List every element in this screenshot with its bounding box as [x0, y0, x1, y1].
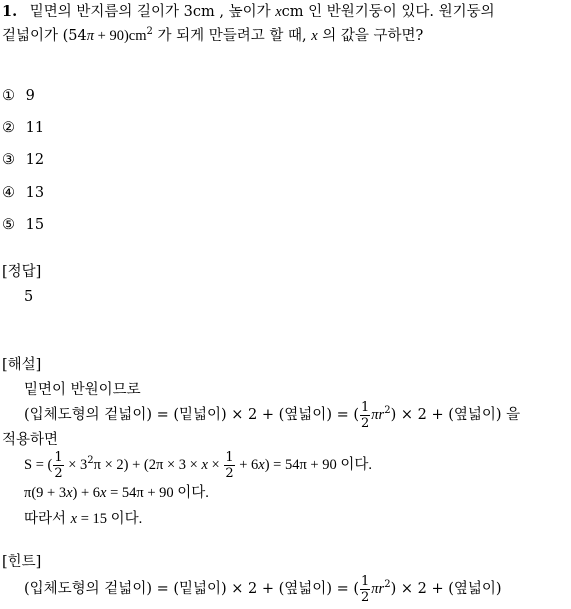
fraction-denominator: 2: [225, 465, 234, 481]
question-text: 가 되게 만들려고 할 때,: [152, 28, 312, 44]
fraction-numerator: 1: [225, 449, 234, 465]
choice-value: 9: [25, 88, 35, 104]
formula-text: + 6: [235, 457, 259, 473]
formula-text: πr: [371, 581, 385, 597]
conclusion: [24, 509, 142, 529]
var-x: x: [275, 4, 282, 20]
choice-mark: ④: [2, 185, 15, 201]
answer-label: [정답]: [2, 264, 42, 280]
question-line-1: [2, 2, 495, 22]
pi-equation: [24, 483, 209, 503]
choice-value: 11: [25, 120, 45, 136]
formula-text: π × 2) + (2π × 3 ×: [93, 457, 202, 473]
choice-1[interactable]: [2, 86, 35, 106]
fraction: [360, 575, 370, 604]
formula-text: (입체도형의 겉넓이) = (밑넓이) × 2 + (옆넓이) = (: [24, 581, 360, 597]
question-text: 의 값을 구하면?: [317, 28, 424, 44]
formula-text: ×: [207, 457, 224, 473]
hint-label: [힌트]: [2, 554, 42, 570]
choice-mark: ①: [2, 88, 15, 104]
var-x: x: [100, 485, 107, 501]
question-text: 밑면의 반지름의 길이가 3cm , 높이가: [29, 4, 276, 20]
question-text: cm 인 반원기둥이 있다. 원기둥의: [281, 4, 495, 20]
formula-text: ) = 54π + 90 이다.: [264, 457, 372, 473]
formula-text: ) + 6: [72, 485, 101, 501]
choice-5[interactable]: [2, 215, 44, 235]
choice-mark: ⑤: [2, 217, 15, 233]
explanation-label: [해설]: [2, 357, 42, 373]
explanation-line: 적용하면: [2, 432, 59, 448]
superscript: 2: [384, 579, 391, 591]
formula-text: × 3: [64, 457, 88, 473]
superscript: 2: [87, 455, 94, 467]
superscript: 2: [146, 26, 153, 38]
fraction: [53, 451, 63, 480]
var-x: x: [70, 511, 78, 527]
choice-value: 15: [25, 217, 45, 233]
var-x: x: [311, 28, 318, 44]
formula-text: πr: [371, 407, 385, 423]
formula-text: 따라서: [24, 511, 71, 527]
formula-text: S = (: [24, 457, 53, 473]
fraction-numerator: 1: [361, 399, 370, 415]
choice-4[interactable]: [2, 183, 44, 203]
fraction-denominator: 2: [54, 465, 63, 481]
formula-text: π(9 + 3: [24, 485, 67, 501]
question-number: 1.: [2, 3, 18, 20]
answer-value: 5: [24, 289, 34, 305]
question-text: + 90)cm: [94, 28, 147, 44]
formula-text: ) × 2 + (옆넓이) 을: [390, 407, 521, 423]
pi-symbol: π: [86, 28, 95, 44]
choice-mark: ②: [2, 120, 15, 136]
choice-value: 12: [25, 152, 45, 168]
var-x: x: [258, 457, 265, 473]
area-formula: [24, 400, 520, 430]
fraction-denominator: 2: [361, 589, 370, 605]
formula-text: ) × 2 + (옆넓이): [390, 581, 502, 597]
question-text: 겉넓이가 (54: [2, 28, 87, 44]
choice-3[interactable]: [2, 150, 44, 170]
choice-mark: ③: [2, 152, 15, 168]
superscript: 2: [384, 405, 391, 417]
formula-text: (입체도형의 겉넓이) = (밑넓이) × 2 + (옆넓이) = (: [24, 407, 360, 423]
formula-text: = 54π + 90 이다.: [106, 485, 209, 501]
var-x: x: [201, 457, 208, 473]
s-equation: [24, 450, 372, 480]
fraction-numerator: 1: [54, 449, 63, 465]
fraction: [224, 451, 234, 480]
fraction: [360, 401, 370, 430]
formula-text: = 15 이다.: [77, 511, 143, 527]
hint-formula: [24, 574, 502, 604]
fraction-denominator: 2: [361, 415, 370, 431]
choice-2[interactable]: [2, 118, 44, 138]
question-line-2: [2, 26, 423, 46]
explanation-line: 밑면이 반원이므로: [24, 382, 141, 398]
choice-value: 13: [25, 185, 45, 201]
var-x: x: [66, 485, 73, 501]
fraction-numerator: 1: [361, 573, 370, 589]
